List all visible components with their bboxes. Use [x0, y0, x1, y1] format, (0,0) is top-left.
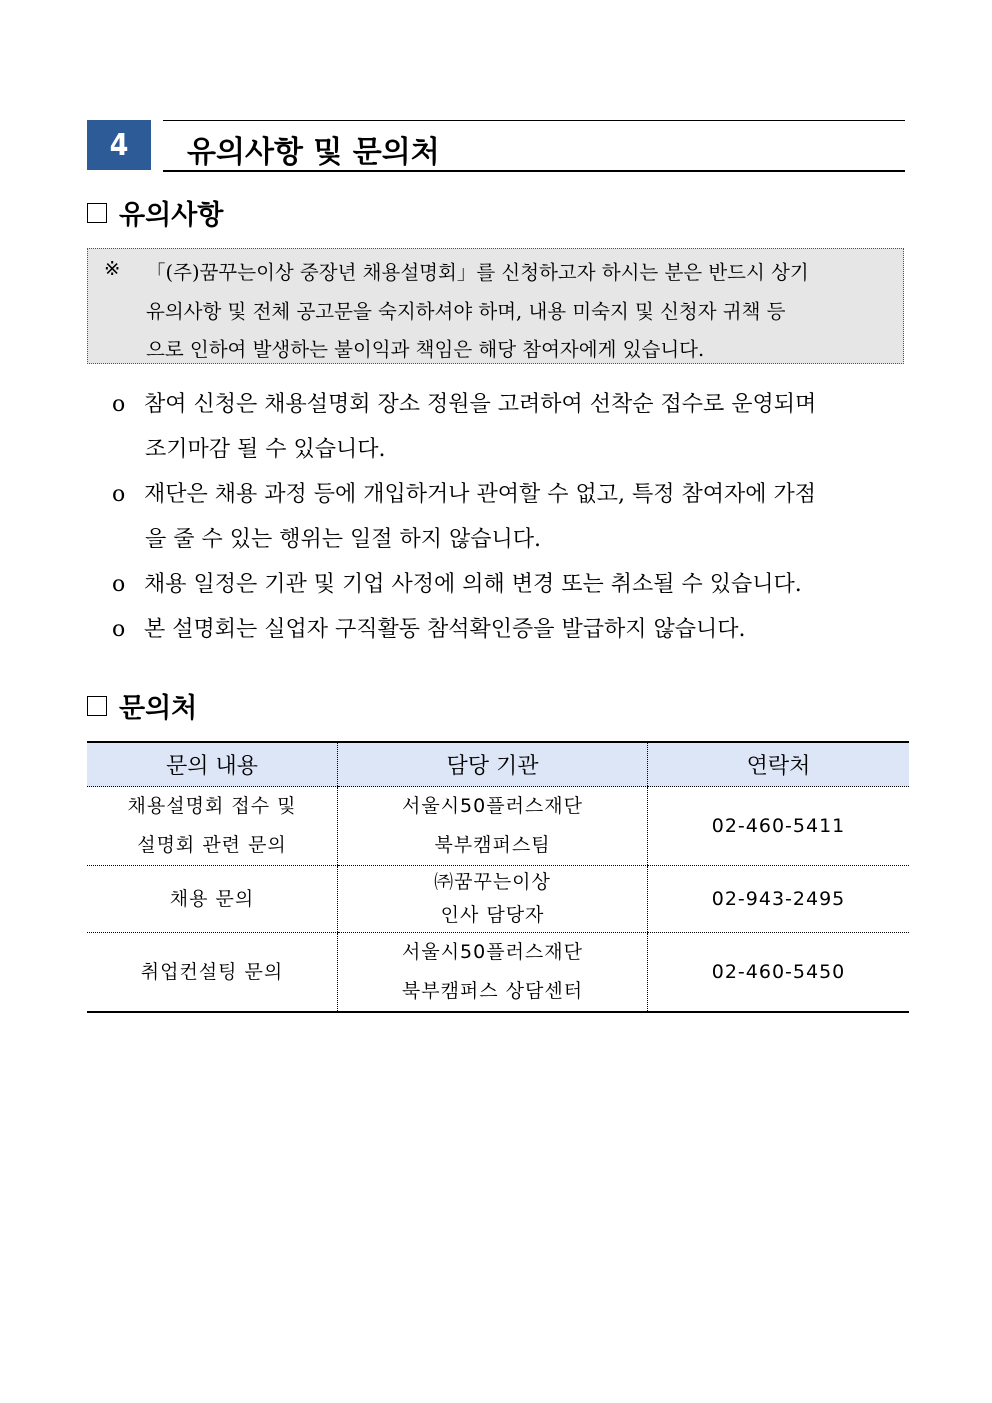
bullet-item: [112, 477, 816, 508]
topic-cell: [87, 866, 338, 933]
bullet-continuation: 을 줄 수 있는 행위는 일절 하지 않습니다.: [145, 527, 541, 552]
note-box: [87, 248, 904, 364]
bullet-item: [112, 387, 816, 418]
bullet-text: 참여 신청은 채용설명회 장소 정원을 고려하여 선착순 접수로 운영되며: [144, 392, 817, 417]
note-line: 「(주)꿈꾸는이상 중장년 채용설명회」를 신청하고자 하시는 분은 반드시 상기: [146, 261, 809, 284]
contact-heading: [87, 686, 197, 725]
org-cell: [338, 933, 648, 1013]
notes-heading: [87, 193, 223, 232]
cell-line: 취업컨설팅 문의: [140, 960, 284, 983]
bullet-icon: o: [112, 392, 126, 417]
bullet-item: [112, 567, 802, 598]
bullet-item: [112, 612, 746, 643]
cell-line: 인사 담당자: [440, 904, 545, 926]
column-header: 문의 내용: [87, 742, 338, 787]
cell-line: 서울시50플러스재단: [401, 795, 583, 817]
bullet-text: 재단은 채용 과정 등에 개입하거나 관여할 수 없고, 특정 참여자에 가점: [144, 482, 816, 507]
phone-cell: 02-460-5450: [648, 933, 910, 1013]
column-header: 담당 기관: [338, 742, 648, 787]
cell-line: 채용설명회 접수 및: [127, 795, 297, 817]
cell-line: 북부캠퍼스 상담센터: [401, 980, 584, 1002]
note-line: 유의사항 및 전체 공고문을 숙지하셔야 하며, 내용 미숙지 및 신청자 귀책 등: [146, 300, 786, 323]
column-header: 연락처: [648, 742, 910, 787]
square-bullet-icon: [87, 696, 107, 716]
cell-line: 북부캠퍼스팀: [434, 834, 551, 856]
section-number-badge: 4: [87, 120, 151, 170]
table-header-row: [87, 742, 909, 787]
cell-line: 설명회 관련 문의: [137, 834, 287, 856]
cell-line: 채용 문의: [169, 887, 255, 910]
table-row: [87, 933, 909, 1013]
note-line: 으로 인하여 발생하는 불이익과 책임은 해당 참여자에게 있습니다.: [146, 338, 705, 361]
bullet-icon: o: [112, 482, 126, 507]
topic-cell: [87, 933, 338, 1013]
cell-line: ㈜꿈꾸는이상: [434, 871, 551, 893]
org-cell: [338, 866, 648, 933]
section-title-bar: [163, 120, 905, 172]
phone-cell: 02-943-2495: [648, 866, 910, 933]
bullet-icon: o: [112, 572, 126, 597]
phone-cell: 02-460-5411: [648, 787, 910, 866]
cell-line: 서울시50플러스재단: [401, 941, 583, 963]
bullet-text: 본 설명회는 실업자 구직활동 참석확인증을 발급하지 않습니다.: [144, 617, 746, 642]
table-row: [87, 866, 909, 933]
reference-mark-icon: ※: [104, 257, 121, 280]
bullet-icon: o: [112, 617, 126, 642]
contact-table: [87, 741, 909, 1013]
org-cell: [338, 787, 648, 866]
section-title: 유의사항 및 문의처: [187, 135, 440, 170]
bullet-text: 채용 일정은 기관 및 기업 사정에 의해 변경 또는 취소될 수 있습니다.: [144, 572, 802, 597]
notes-heading-text: 유의사항: [119, 200, 224, 231]
square-bullet-icon: [87, 203, 107, 223]
topic-cell: [87, 787, 338, 866]
table-row: [87, 787, 909, 866]
contact-heading-text: 문의처: [119, 693, 198, 724]
bullet-continuation: 조기마감 될 수 있습니다.: [145, 437, 386, 462]
